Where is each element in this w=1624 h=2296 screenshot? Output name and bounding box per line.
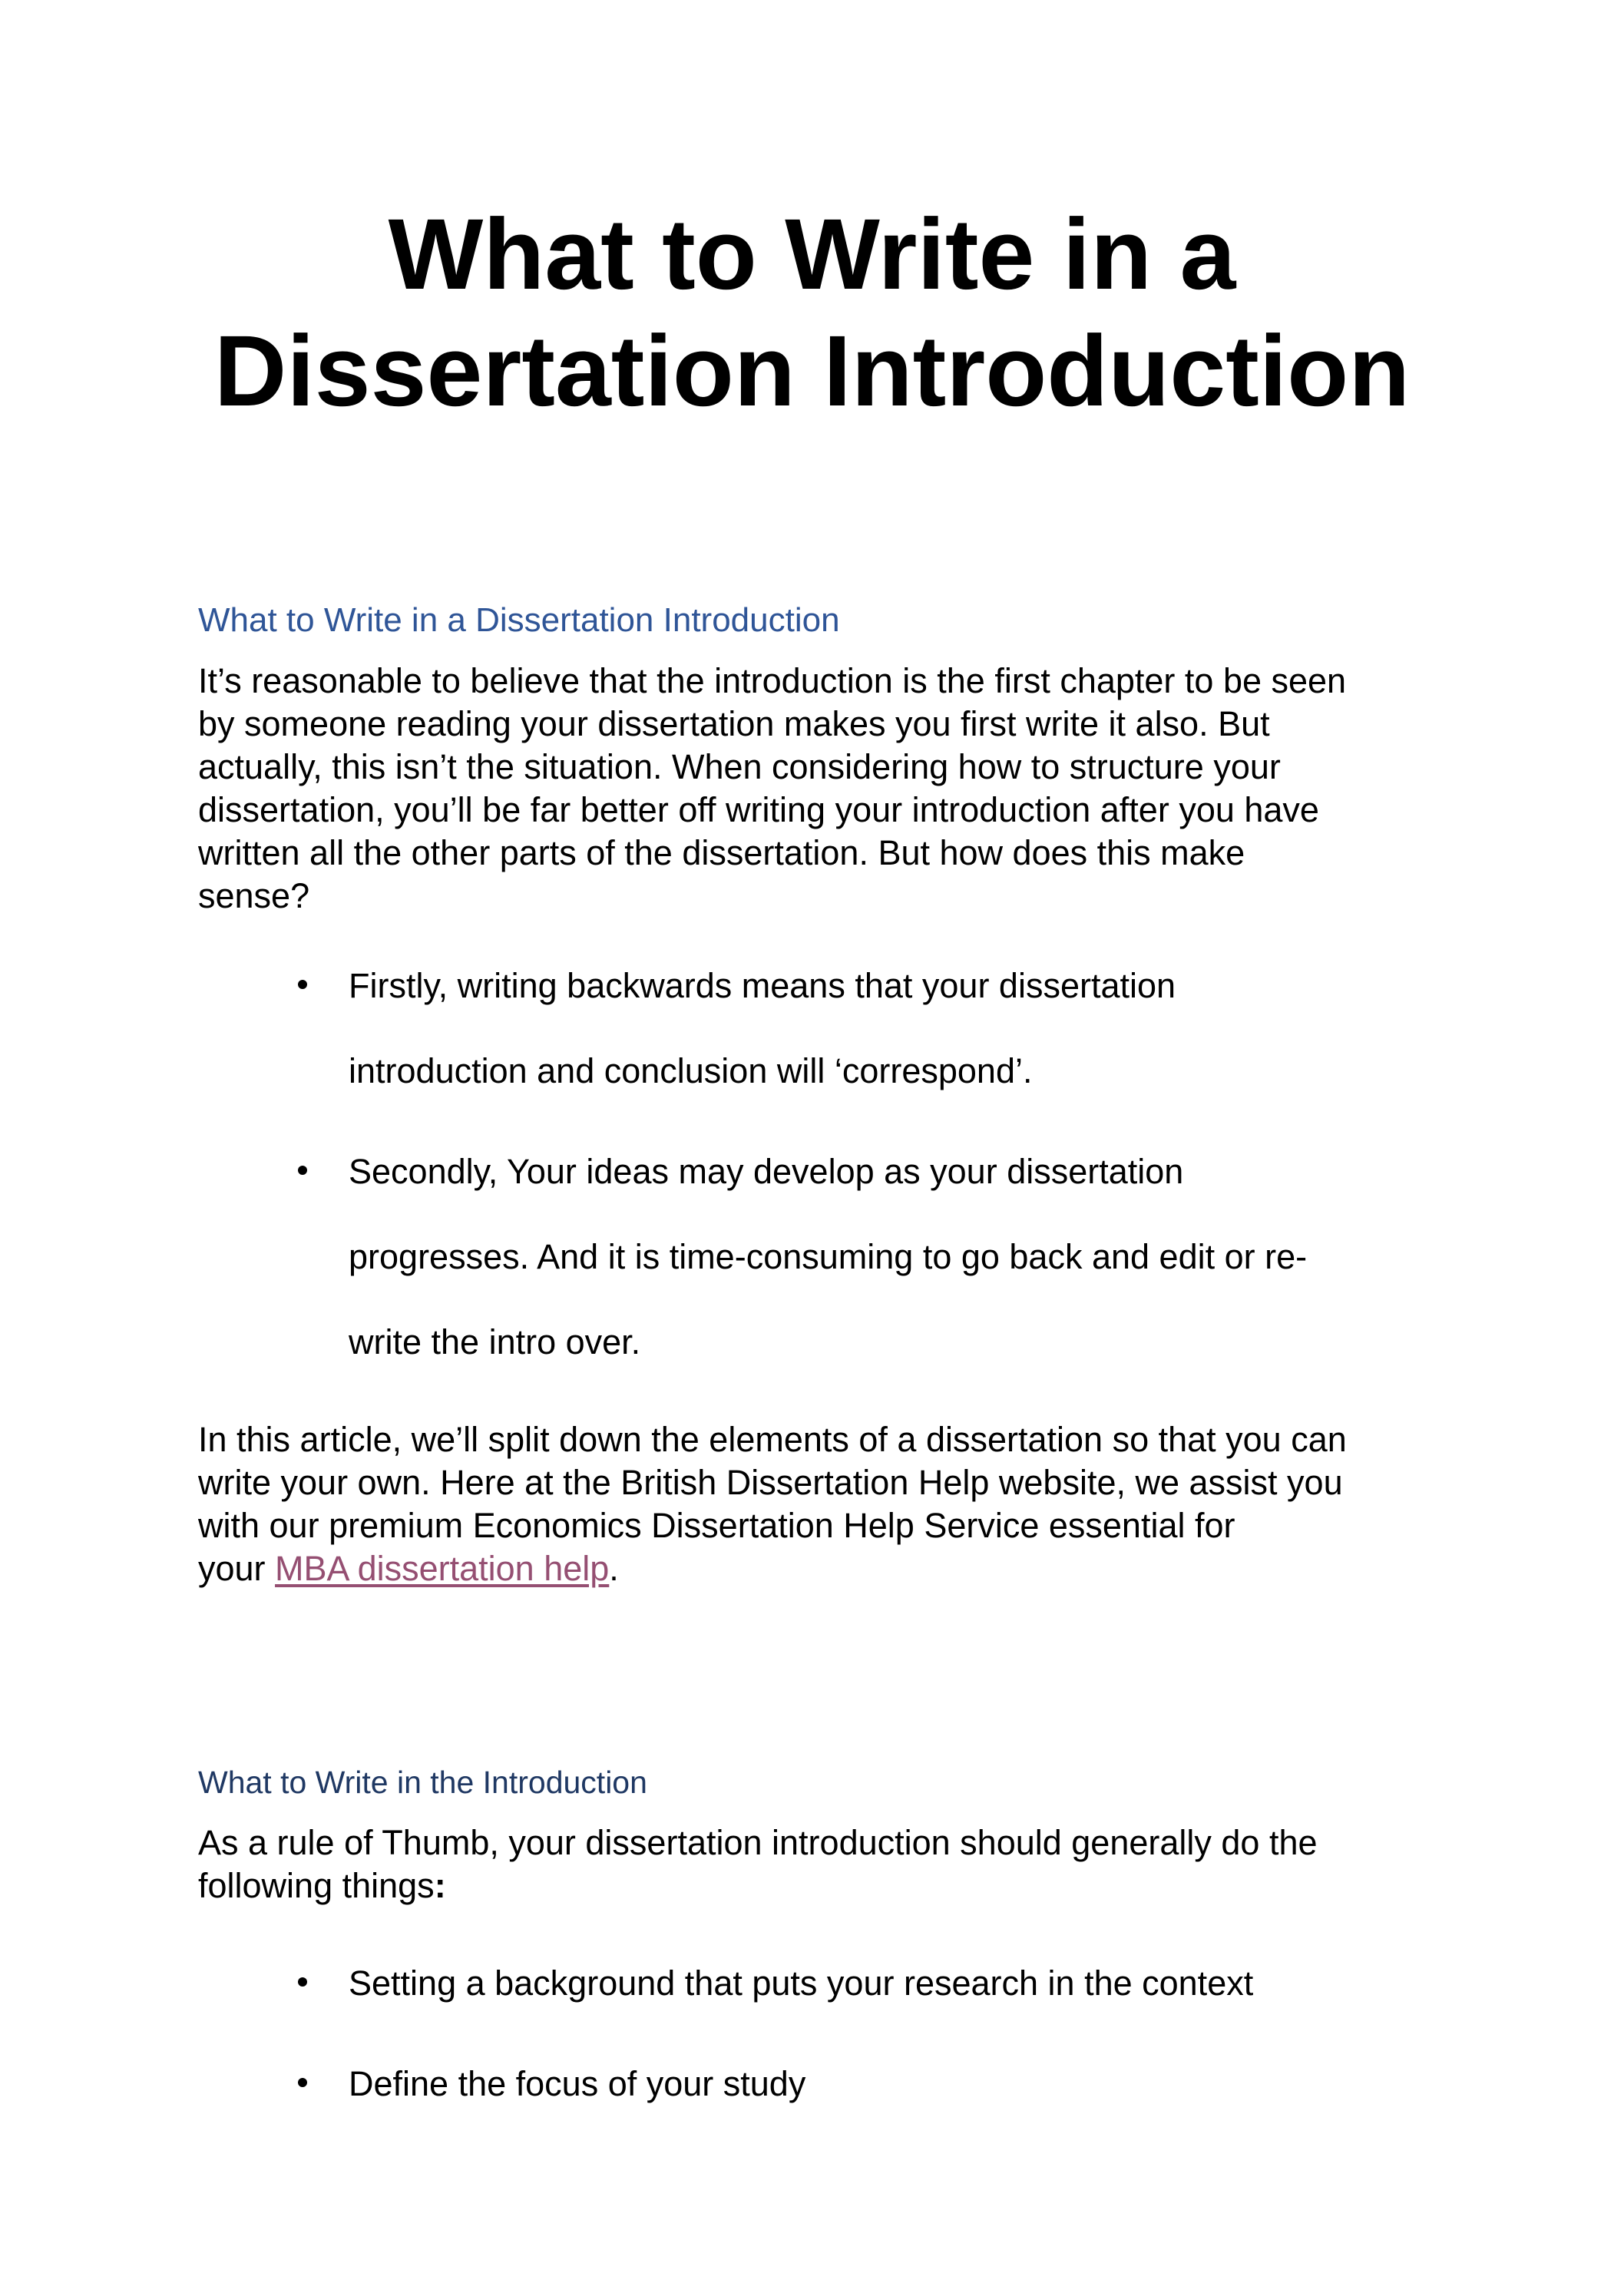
paragraph-line: As a rule of Thumb, your dissertation introduction should generally do the: [198, 1823, 1318, 1862]
goals-bullet-list: [198, 1940, 1457, 2126]
link-suffix: .: [609, 1549, 619, 1588]
list-item: [198, 1940, 1457, 2026]
paragraph-line: It’s reasonable to believe that the introduction is the first chapter to be seen: [198, 661, 1347, 700]
bold-colon: :: [434, 1866, 446, 1905]
bullet-line: Secondly, Your ideas may develop as your dissertation: [349, 1152, 1184, 1191]
paragraph-line: [198, 1547, 1457, 1590]
paragraph-line: with our premium Economics Dissertation Help Service essential for: [198, 1506, 1235, 1545]
bullet-line: write the intro over.: [349, 1322, 641, 1361]
list-item: [198, 943, 1457, 1113]
title-line: What to Write in a: [388, 197, 1236, 310]
mba-dissertation-help-link[interactable]: MBA dissertation help: [275, 1549, 610, 1588]
bullet-line: progresses. And it is time-consuming to go back and edit or re-: [349, 1237, 1308, 1276]
section-heading-dissertation-introduction: What to Write in a Dissertation Introduction: [198, 601, 840, 639]
bullet-icon: [298, 1166, 307, 1175]
paragraph-line: actually, this isn’t the situation. When considering how to structure your: [198, 747, 1281, 786]
paragraph-text: following things: [198, 1866, 435, 1905]
title-line: Dissertation Introduction: [213, 314, 1411, 427]
page-title: [0, 196, 1624, 429]
reasons-bullet-list: [198, 943, 1457, 1385]
rule-of-thumb-paragraph: [198, 1821, 1457, 1907]
paragraph-line: dissertation, you’ll be far better off writing your introduction after you have: [198, 790, 1319, 829]
bullet-line: introduction and conclusion will ‘correspond’.: [349, 1051, 1033, 1090]
bullet-line: Setting a background that puts your research in the context: [349, 1964, 1254, 2003]
closing-paragraph: [198, 1418, 1457, 1590]
bullet-line: Define the focus of your study: [349, 2064, 806, 2103]
paragraph-line: In this article, we’ll split down the elements of a dissertation so that you can: [198, 1420, 1347, 1459]
link-prefix: your: [198, 1549, 276, 1588]
paragraph-line: by someone reading your dissertation makes you first write it also. But: [198, 704, 1270, 743]
section-heading-what-to-write: What to Write in the Introduction: [198, 1765, 647, 1800]
paragraph-line: written all the other parts of the dissertation. But how does this make: [198, 833, 1245, 872]
bullet-icon: [298, 1977, 307, 1987]
list-item: [198, 2041, 1457, 2126]
list-item: [198, 1129, 1457, 1385]
intro-paragraph: [198, 660, 1457, 918]
bullet-line: Firstly, writing backwards means that your dissertation: [349, 966, 1176, 1005]
bullet-icon: [298, 2078, 307, 2087]
paragraph-line: write your own. Here at the British Dissertation Help website, we assist you: [198, 1463, 1343, 1502]
bullet-icon: [298, 980, 307, 989]
paragraph-line: [198, 1864, 1457, 1907]
paragraph-line: sense?: [198, 876, 310, 915]
